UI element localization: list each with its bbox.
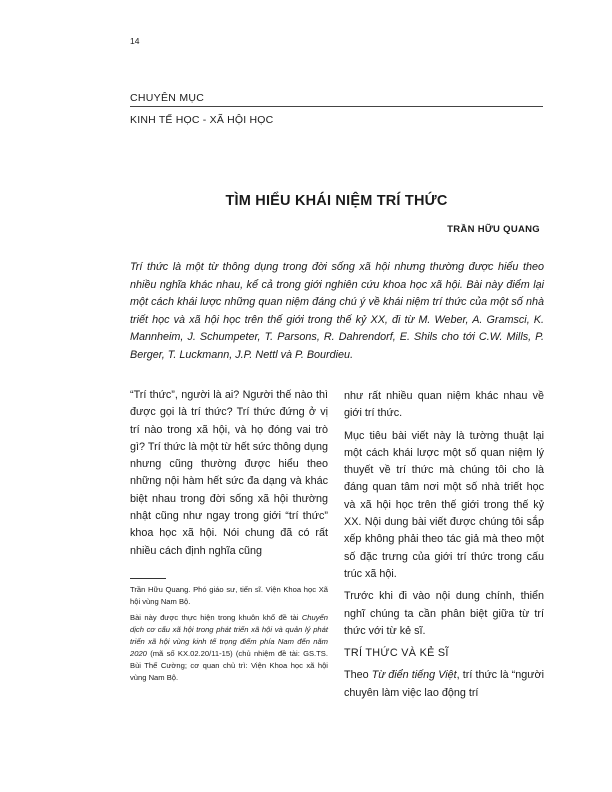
paragraph-text: , trí thức là “người chuyên làm việc lao động trí xyxy=(344,669,544,699)
body-paragraph: như rất nhiều quan niệm khác nhau về giới trí thức. xyxy=(344,390,544,420)
section-divider xyxy=(130,106,543,107)
section-subtitle: KINH TẾ HỌC - XÃ HỘI HỌC xyxy=(130,114,274,126)
footnote-project-details: (mã số KX.02.20/11-15) (chủ nhiệm đề tài: GS.TS. Bùi Thế Cường; cơ quan chủ trì: Viện Khoa học xã hội vùng Nam Bộ. xyxy=(130,649,328,682)
footnote-project xyxy=(130,612,328,684)
body-column-left xyxy=(130,387,328,565)
body-paragraph: Trước khi đi vào nội dung chính, thiển nghĩ chúng ta cần phân biệt giữa từ trí thức với từ kẻ sĩ. xyxy=(344,590,544,637)
dictionary-title: Từ điển tiếng Việt xyxy=(371,669,457,682)
page-number: 14 xyxy=(130,36,140,46)
section-label: CHUYÊN MỤC xyxy=(130,92,205,104)
footnote-author: Trần Hữu Quang. Phó giáo sư, tiến sĩ. Viện Khoa học Xã hội vùng Nam Bộ. xyxy=(130,585,328,606)
footnotes xyxy=(130,584,328,688)
section-heading: TRÍ THỨC VÀ KẺ SĨ xyxy=(344,647,449,660)
body-paragraph xyxy=(344,667,544,702)
body-paragraph: Mục tiêu bài viết này là tường thuật lại một cách khái lược một số quan niệm lý thuyết về trí thức mà chúng tôi cho là đáng quan tâm nơi một số nhà triết học và xã hội học trên thế giới trong thế kỷ XX. Nội dung bài viết được chúng tôi sắp xếp không phải theo tác giả mà theo một số đặc trưng của giới trí thức trong cấu trúc xã hội. xyxy=(344,429,544,580)
paragraph-text: Theo xyxy=(344,669,372,682)
article-title: TÌM HIỂU KHÁI NIỆM TRÍ THỨC xyxy=(225,193,448,209)
article-abstract: Trí thức là một từ thông dụng trong đời sống xã hội nhưng thường được hiểu theo nhiều nghĩa khác nhau, kể cả trong giới nghiên cứu khoa học xã hội. Bài này điểm lại một cách khái lược những quan niệm đáng chú ý về khái niệm trí thức của một số nhà triết học và xã hội học trên thế giới trong thế kỷ XX, đi từ M. Weber, A. Gramsci, K. Mannheim, J. Schumpeter, T. Parsons, R. Dahrendorf, E. Shils cho tới C.W. Mills, P. Berger, T. Luckmann, J.P. Nettl và P. Bourdieu. xyxy=(130,261,544,361)
article-author: TRẦN HỮU QUANG xyxy=(447,224,540,235)
body-column-right xyxy=(344,388,544,707)
footnote-project-title: Chuyển dịch cơ cấu xã hội trong phát triển xã hội và quản lý phát triển xã hội vùng kinh tế trọng điểm phía Nam đến năm 2020 xyxy=(130,613,328,658)
footnote-divider xyxy=(130,578,166,579)
footnote-project-text: Bài này được thực hiện trong khuôn khổ đề tài xyxy=(130,613,302,622)
body-paragraph: “Trí thức”, người là ai? Người thế nào thì được gọi là trí thức? Trí thức đứng ở vị trí nào trong xã hội, và họ đóng vai trò gì? Trí thức là một từ hết sức thông dụng nhưng cũng thường được hiểu theo những nội hàm hết sức đa dạng và khác biệt nhau trong đời sống xã hội thường nhật cũng như ngay trong giới “trí thức” khoa học xã hội. Nói chung đã có rất nhiều cách định nghĩa cũng xyxy=(130,389,328,557)
